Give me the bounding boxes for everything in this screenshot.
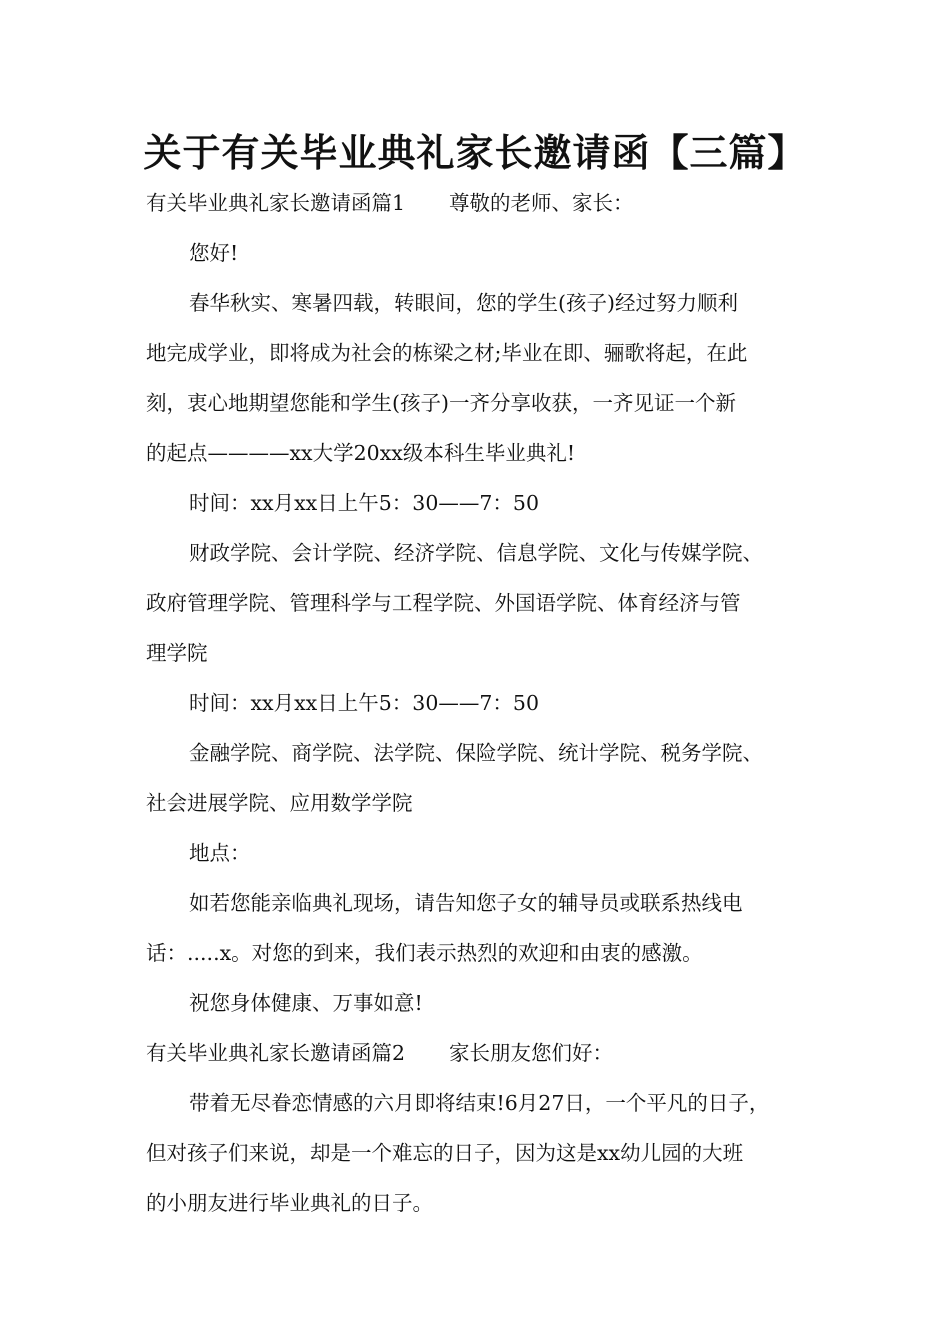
- paragraph-line: 的起点————xx大学20xx级本科生毕业典礼!: [146, 441, 576, 465]
- letter1-salutation: 尊敬的老师、家长：: [449, 191, 634, 215]
- contact-line: 话：.....x。对您的到来，我们表示热烈的欢迎和由衷的感激。: [146, 941, 703, 965]
- closing-line: 祝您身体健康、万事如意!: [189, 991, 423, 1015]
- document-title: 关于有关毕业典礼家长邀请函【三篇】: [143, 131, 807, 175]
- letter2-salutation: 家长朋友您们好：: [449, 1041, 614, 1065]
- location-line: 地点：: [189, 841, 251, 865]
- colleges-line: 政府管理学院、管理科学与工程学院、外国语学院、体育经济与管: [146, 591, 741, 615]
- paragraph-line: 地完成学业，即将成为社会的栋梁之材;毕业在即、骊歌将起，在此: [146, 341, 748, 365]
- paragraph-line: 的小朋友进行毕业典礼的日子。: [146, 1191, 433, 1215]
- time-line-2: 时间：xx月xx日上午5：30——7：50: [189, 691, 540, 715]
- paragraph-line: 但对孩子们来说，却是一个难忘的日子，因为这是xx幼儿园的大班: [146, 1141, 744, 1165]
- paragraph-line: 刻，衷心地期望您能和学生(孩子)一齐分享收获，一齐见证一个新: [146, 391, 736, 415]
- paragraph-line: 带着无尽眷恋情感的六月即将结束!6月27日，一个平凡的日子，: [189, 1091, 770, 1115]
- time-line-1: 时间：xx月xx日上午5：30——7：50: [189, 491, 540, 515]
- paragraph-line: 春华秋实、寒暑四载，转眼间，您的学生(孩子)经过努力顺利: [189, 291, 738, 315]
- colleges-line: 金融学院、商学院、法学院、保险学院、统计学院、税务学院、: [189, 741, 763, 765]
- letter2-heading-row: [146, 1038, 613, 1068]
- colleges-line: 理学院: [146, 641, 208, 665]
- colleges-line: 财政学院、会计学院、经济学院、信息学院、文化与传媒学院、: [189, 541, 763, 565]
- letter1-heading: 有关毕业典礼家长邀请函篇1: [146, 191, 406, 215]
- letter1-greeting: 您好!: [189, 241, 239, 265]
- letter1-heading-row: [146, 188, 634, 218]
- colleges-line: 社会进展学院、应用数学学院: [146, 791, 413, 815]
- contact-line: 如若您能亲临典礼现场，请告知您子女的辅导员或联系热线电: [189, 891, 743, 915]
- letter2-heading: 有关毕业典礼家长邀请函篇2: [146, 1041, 406, 1065]
